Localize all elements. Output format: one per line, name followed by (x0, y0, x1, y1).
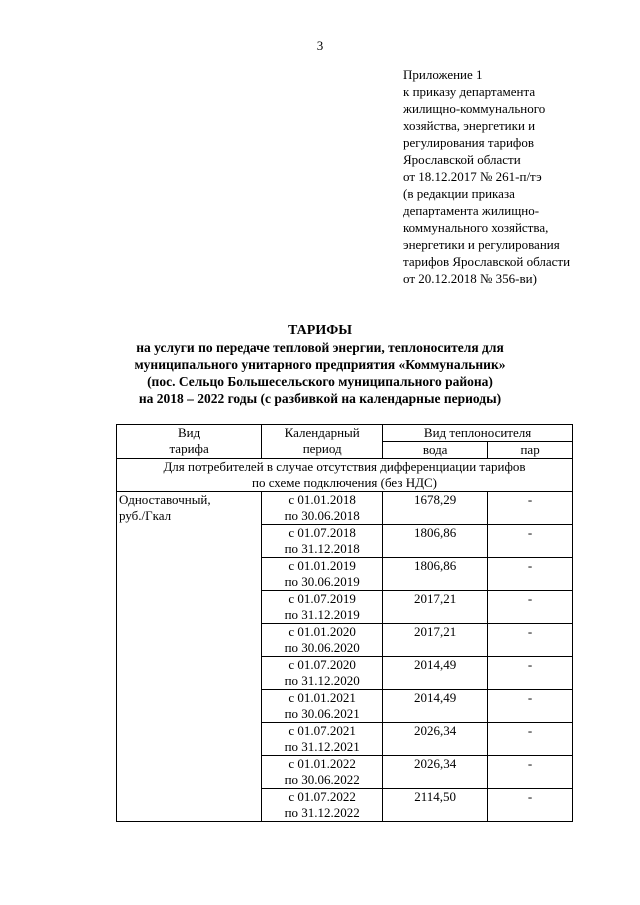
period-cell: с 01.07.2022 по 31.12.2022 (262, 789, 383, 822)
steam-value-cell: - (488, 657, 573, 690)
steam-value-cell: - (488, 756, 573, 789)
section-row (117, 459, 573, 492)
steam-value-cell: - (488, 525, 573, 558)
appendix-line: к приказу департамента (403, 84, 536, 99)
period-cell: с 01.01.2022 по 30.06.2022 (262, 756, 383, 789)
period-cell: с 01.01.2018 по 30.06.2018 (262, 492, 383, 525)
water-value-cell: 2114,50 (383, 789, 488, 822)
table-header-row (117, 425, 573, 442)
water-value-cell: 2026,34 (383, 723, 488, 756)
water-value-cell: 1678,29 (383, 492, 488, 525)
period-cell: с 01.01.2019 по 30.06.2019 (262, 558, 383, 591)
appendix-line: коммунального хозяйства, (403, 220, 549, 235)
water-value-cell: 2017,21 (383, 591, 488, 624)
steam-value-cell: - (488, 690, 573, 723)
document-title (0, 322, 640, 407)
title-line: муниципального унитарного предприятия «Коммунальник» (134, 357, 506, 372)
header-carrier: Вид теплоносителя (383, 425, 573, 442)
appendix-line: от 20.12.2018 № 356-ви) (403, 271, 537, 286)
period-cell: с 01.07.2020 по 31.12.2020 (262, 657, 383, 690)
tariff-type-cell: Одноставочный, руб./Гкал (117, 492, 262, 822)
header-steam: пар (488, 442, 573, 459)
steam-value-cell: - (488, 624, 573, 657)
table-row (117, 492, 573, 525)
appendix-line: Ярославской области (403, 152, 521, 167)
period-cell: с 01.01.2020 по 30.06.2020 (262, 624, 383, 657)
header-water: вода (383, 442, 488, 459)
steam-value-cell: - (488, 558, 573, 591)
header-tariff-type: Вид тарифа (117, 425, 262, 459)
water-value-cell: 2014,49 (383, 657, 488, 690)
water-value-cell: 2014,49 (383, 690, 488, 723)
tariffs-table (116, 424, 573, 822)
appendix-line: (в редакции приказа (403, 186, 515, 201)
period-cell: с 01.01.2021 по 30.06.2021 (262, 690, 383, 723)
page-number: 3 (316, 38, 324, 53)
water-value-cell: 2017,21 (383, 624, 488, 657)
steam-value-cell: - (488, 591, 573, 624)
appendix-note (403, 66, 628, 287)
steam-value-cell: - (488, 492, 573, 525)
appendix-line: жилищно-коммунального (403, 101, 546, 116)
water-value-cell: 2026,34 (383, 756, 488, 789)
header-period: Календарный период (262, 425, 383, 459)
appendix-line: регулирования тарифов (403, 135, 534, 150)
appendix-line: департамента жилищно- (403, 203, 540, 218)
appendix-line: тарифов Ярославской области (403, 254, 571, 269)
appendix-line: энергетики и регулирования (403, 237, 560, 252)
steam-value-cell: - (488, 723, 573, 756)
water-value-cell: 1806,86 (383, 558, 488, 591)
appendix-line: от 18.12.2017 № 261-п/тэ (403, 169, 542, 184)
period-cell: с 01.07.2018 по 31.12.2018 (262, 525, 383, 558)
title-main: ТАРИФЫ (288, 323, 352, 338)
title-line: (пос. Сельцо Большесельского муниципального района) (147, 374, 493, 389)
title-line: на 2018 – 2022 годы (с разбивкой на календарные периоды) (138, 391, 502, 406)
section-label: Для потребителей в случае отсутствия дифференциации тарифов по схеме подключения (без НДС) (117, 459, 573, 492)
title-line: на услуги по передаче тепловой энергии, теплоносителя для (136, 340, 504, 355)
steam-value-cell: - (488, 789, 573, 822)
period-cell: с 01.07.2021 по 31.12.2021 (262, 723, 383, 756)
period-cell: с 01.07.2019 по 31.12.2019 (262, 591, 383, 624)
water-value-cell: 1806,86 (383, 525, 488, 558)
appendix-line: хозяйства, энергетики и (403, 118, 536, 133)
appendix-line: Приложение 1 (403, 67, 483, 82)
